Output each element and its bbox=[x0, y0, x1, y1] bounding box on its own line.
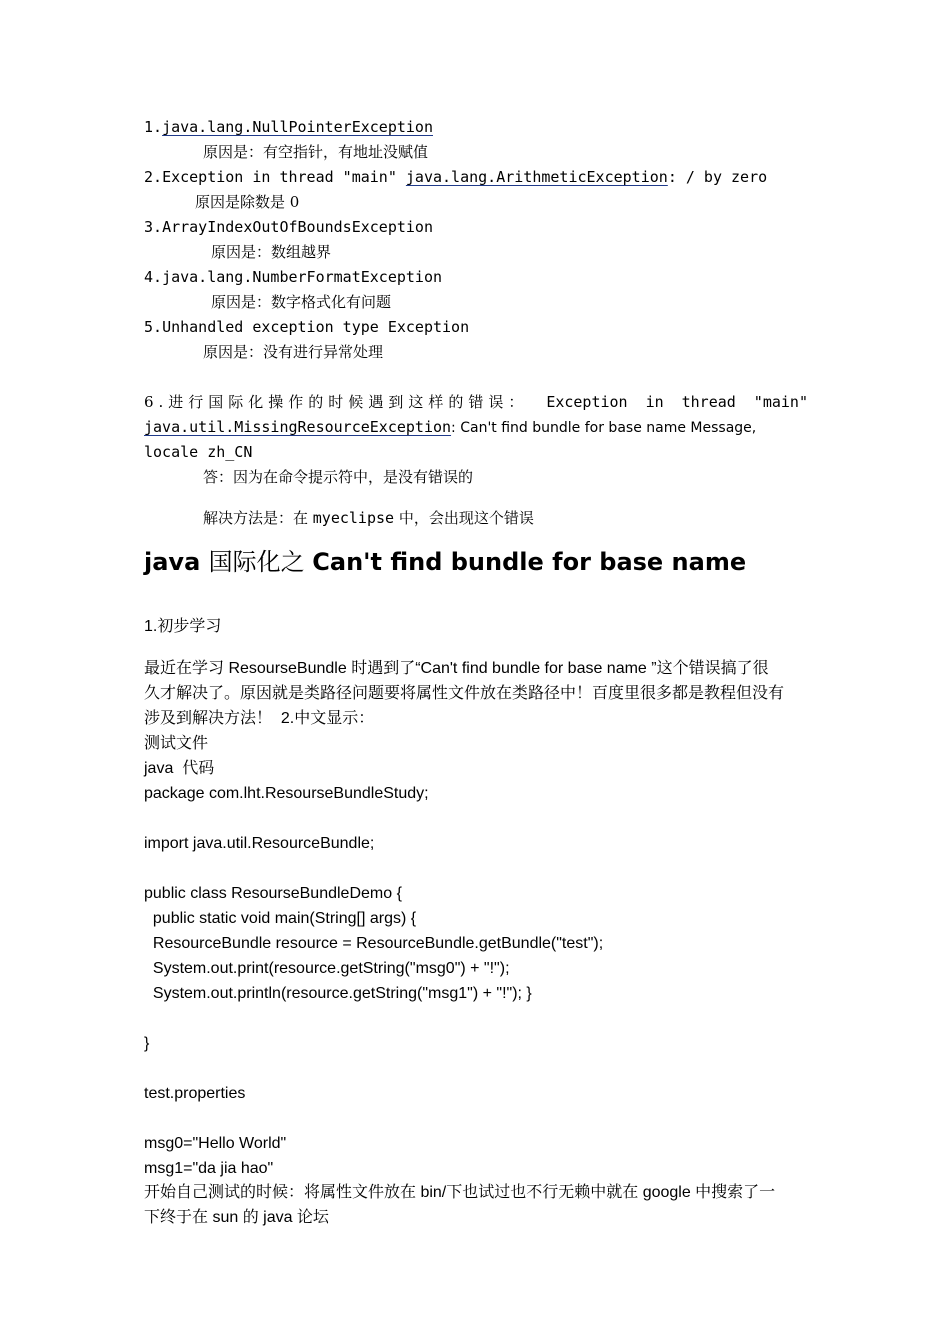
item-number: 4. bbox=[144, 268, 163, 286]
exception-name: Unhandled exception type Exception bbox=[162, 318, 470, 336]
exception-link[interactable]: java.lang.ArithmeticException bbox=[405, 168, 668, 186]
exception-line-3 bbox=[144, 215, 433, 240]
reason-line-4: 原因是：数字格式化有问题 bbox=[211, 293, 392, 311]
heading-part: java bbox=[144, 548, 209, 576]
item6-code: Exception bbox=[546, 393, 628, 411]
solution-text: 中，会出现这个错误 bbox=[394, 509, 534, 527]
code-line: } bbox=[144, 1035, 150, 1052]
exception-name: java.lang.NumberFormatException bbox=[162, 268, 443, 286]
item-number: 5. bbox=[144, 318, 163, 336]
paragraph-2-line-1: 开始自己测试的时候：将属性文件放在 bin/下也试过也不行无赖中就在 google 中搜索了一 bbox=[144, 1184, 776, 1201]
exception-line-5 bbox=[144, 315, 469, 340]
item6-answer: 答：因为在命令提示符中，是没有错误的 bbox=[203, 468, 474, 486]
code-line: public static void main(String[] args) { bbox=[144, 910, 417, 927]
solution-code: myeclipse bbox=[312, 509, 395, 527]
reason-line-5: 原因是：没有进行异常处理 bbox=[203, 343, 384, 361]
item6-rest: : Can't find bundle for base name Message, bbox=[451, 420, 757, 436]
code-line: test.properties bbox=[144, 1085, 246, 1102]
java-code-label: java 代码 bbox=[144, 760, 215, 777]
exception-suffix: : / by zero bbox=[667, 168, 768, 186]
code-line: System.out.println(resource.getString("msg1") + "!"); } bbox=[144, 985, 532, 1002]
item6-line-3: locale zh_CN bbox=[144, 443, 253, 461]
reason-line-1: 原因是：有空指针，有地址没赋值 bbox=[203, 143, 429, 161]
item6-line-2 bbox=[144, 415, 756, 441]
reason-line-2: 原因是除数是 0 bbox=[195, 193, 300, 211]
item-number: 3. bbox=[144, 218, 163, 236]
section-1-label: 1.初步学习 bbox=[144, 618, 222, 635]
solution-text: 解决方法是：在 bbox=[203, 509, 313, 527]
code-line: public class ResourseBundleDemo { bbox=[144, 885, 402, 902]
code-line: import java.util.ResourceBundle; bbox=[144, 835, 375, 852]
paragraph-1-line-3: 涉及到解决方法！ 2.中文显示： bbox=[144, 710, 375, 727]
paragraph-1-line-1: 最近在学习 ResourseBundle 时遇到了“Can't find bundle for base name ”这个错误搞了很 bbox=[144, 660, 769, 677]
exception-link[interactable]: java.lang.NullPointerException bbox=[162, 118, 433, 136]
paragraph-2-line-2: 下终于在 sun 的 java 论坛 bbox=[144, 1209, 329, 1226]
exception-line-2 bbox=[144, 165, 767, 190]
paragraph-1-line-2: 久才解决了。原因就是类路径问题要将属性文件放在类路径中！百度里很多都是教程但没有 bbox=[144, 685, 785, 702]
exception-line-4 bbox=[144, 265, 442, 290]
exception-line-1 bbox=[144, 115, 433, 140]
item-number: 1. bbox=[144, 118, 163, 136]
reason-line-3: 原因是：数组越界 bbox=[211, 243, 332, 261]
test-file-label: 测试文件 bbox=[144, 735, 209, 752]
code-line: ResourceBundle resource = ResourceBundle.getBundle("test"); bbox=[144, 935, 604, 952]
item6-lead: 6.进行国际化操作的时候遇到这样的错误： bbox=[144, 393, 529, 411]
exception-name: ArrayIndexOutOfBoundsException bbox=[162, 218, 433, 236]
section-heading bbox=[144, 544, 746, 580]
heading-part: Can't find bundle for base name bbox=[312, 548, 747, 576]
heading-part: 国际化之 bbox=[208, 548, 313, 576]
item6-code: "main" bbox=[753, 393, 808, 411]
exception-prefix: Exception in thread "main" bbox=[162, 168, 406, 186]
item-number: 2. bbox=[144, 168, 163, 186]
item6-solution bbox=[203, 506, 534, 531]
item6-code: in bbox=[645, 393, 664, 411]
item6-line-1 bbox=[144, 390, 808, 415]
code-line: msg1="da jia hao" bbox=[144, 1160, 274, 1177]
item6-code: thread bbox=[681, 393, 736, 411]
code-line: package com.lht.ResourseBundleStudy; bbox=[144, 785, 429, 802]
code-line: System.out.print(resource.getString("msg0") + "!"); bbox=[144, 960, 510, 977]
exception-link[interactable]: java.util.MissingResourceException bbox=[144, 418, 452, 436]
code-line: msg0="Hello World" bbox=[144, 1135, 287, 1152]
